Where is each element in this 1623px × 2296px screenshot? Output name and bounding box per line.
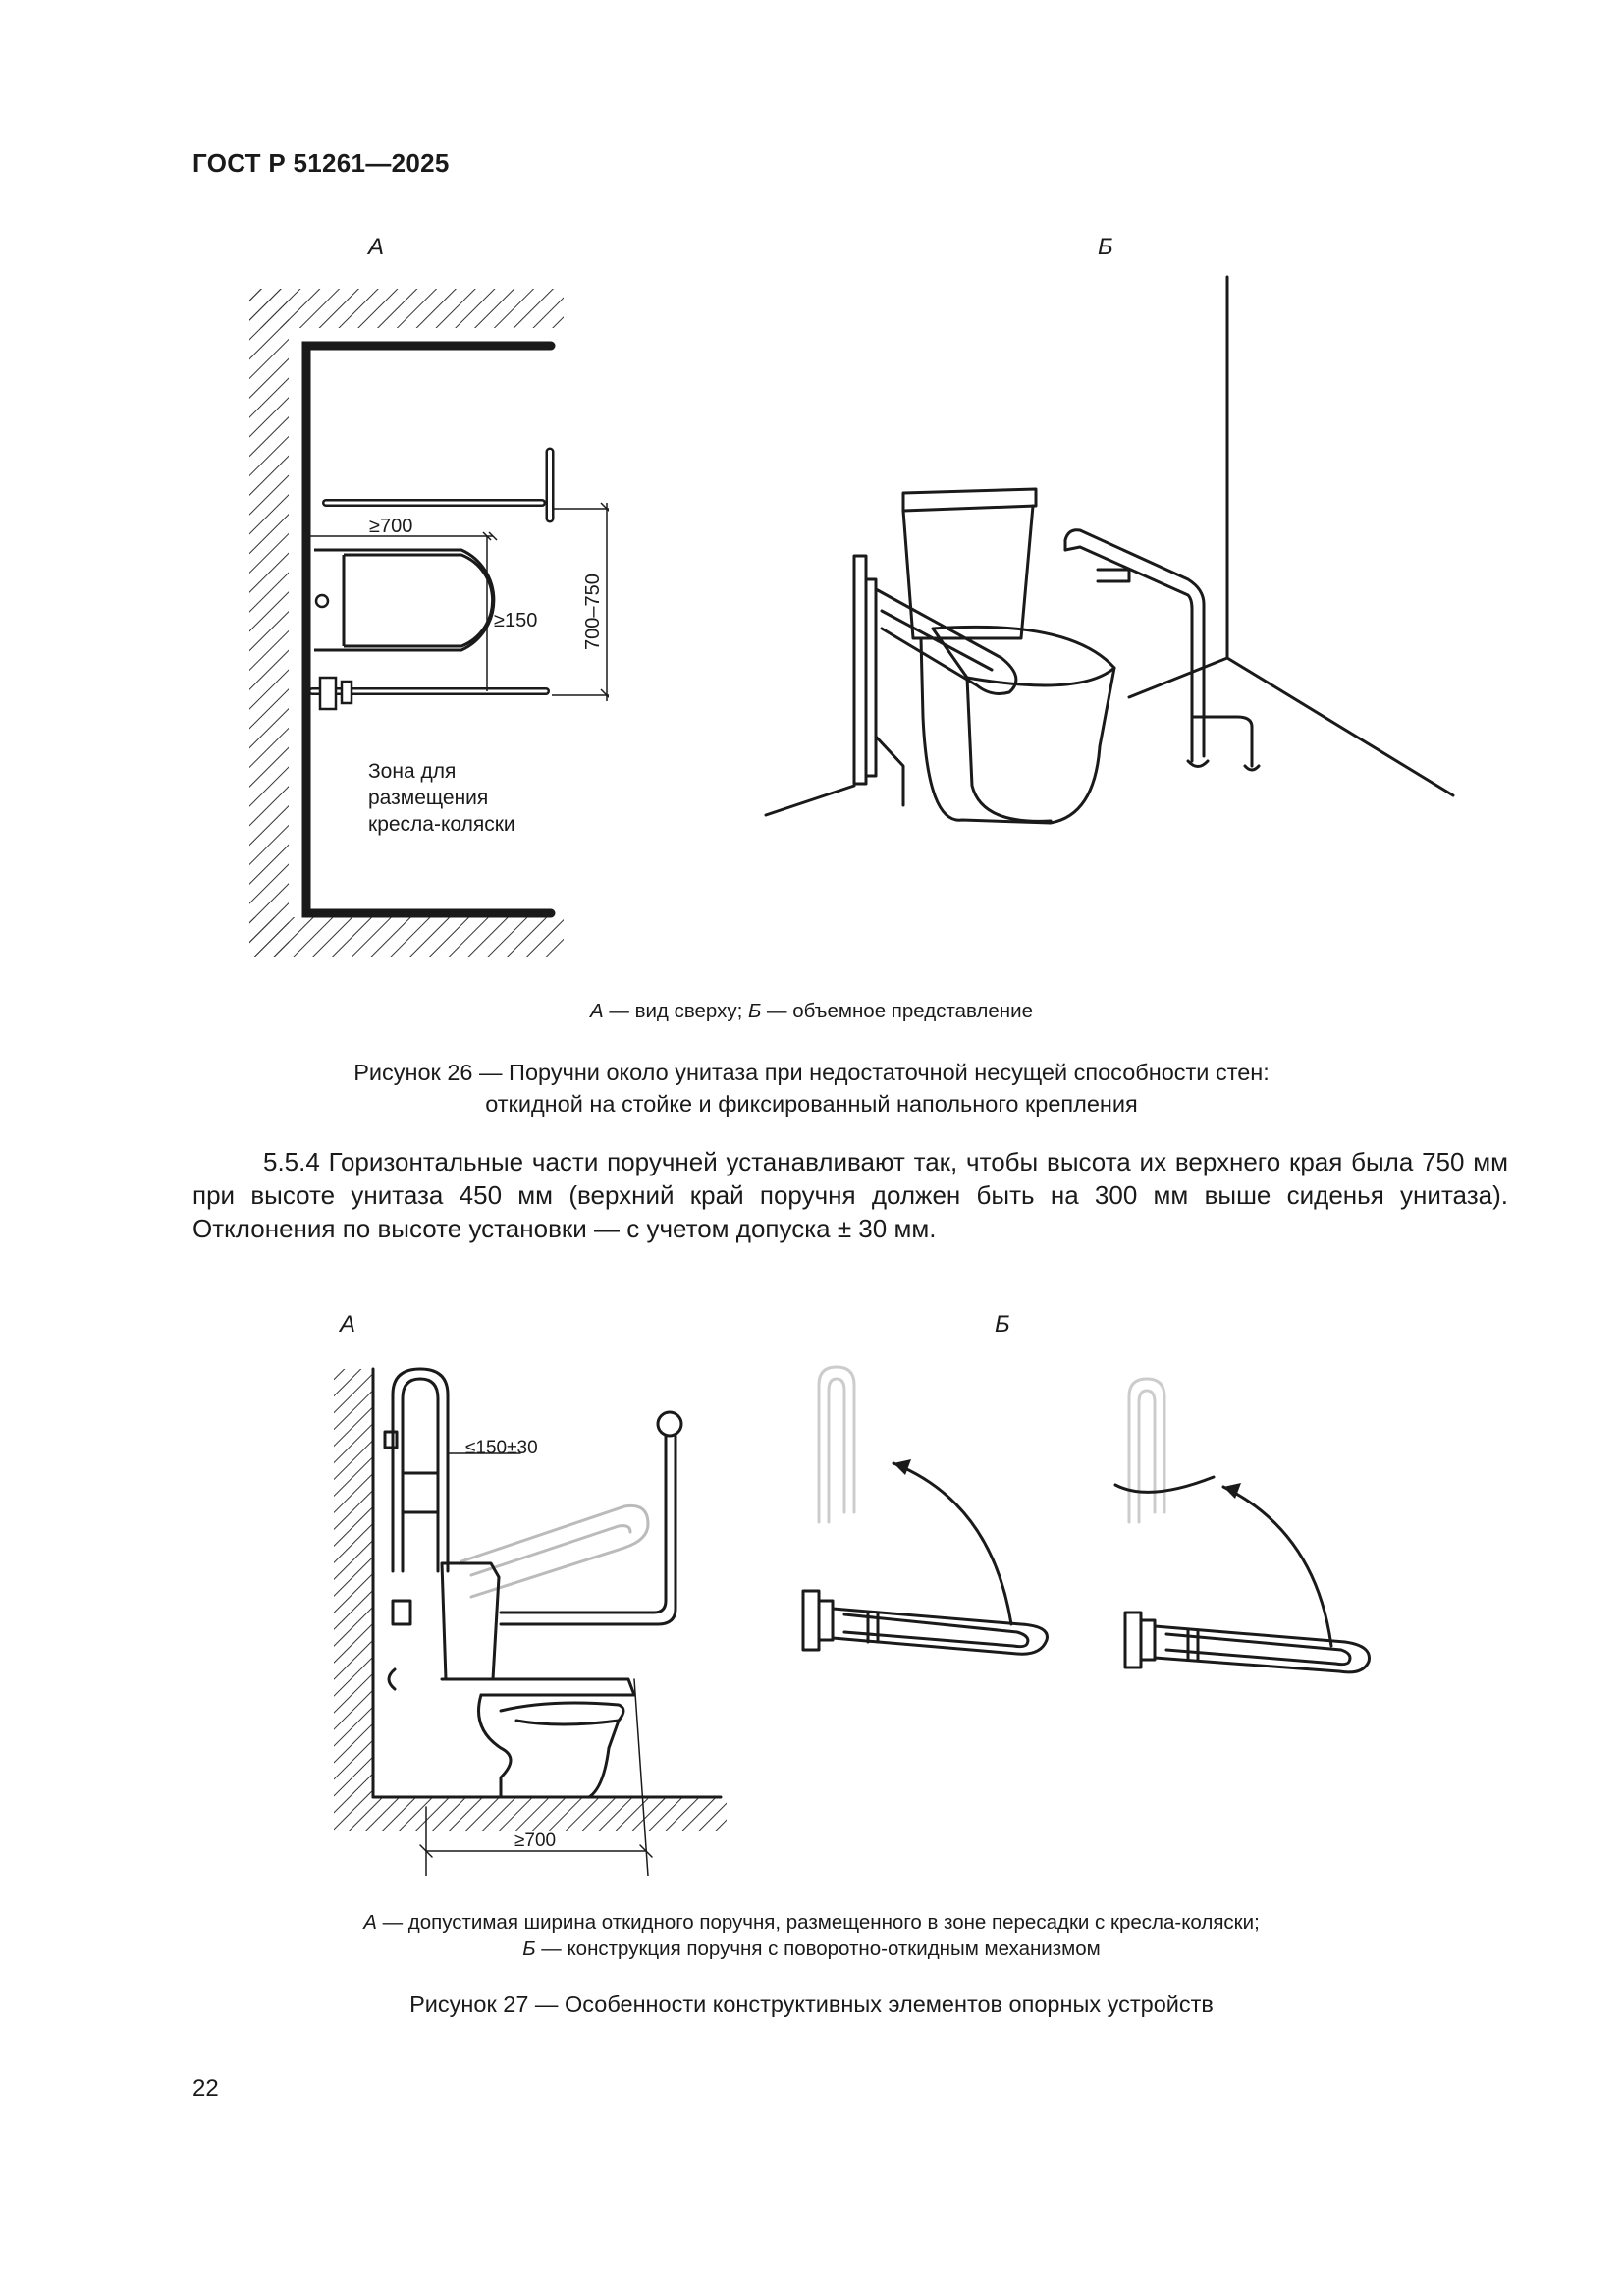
figure27-caption: Рисунок 27 — Особенности конструктивных элементов опорных устройств [409, 1992, 1214, 2017]
paragraph-5-5-4 [192, 1145, 1508, 1245]
dim-700-label-27: ≥700 [514, 1831, 557, 1851]
figure26-legend [0, 1000, 1623, 1023]
dim-150-label: ≥150 [494, 610, 538, 631]
figure26-label-a: А [368, 234, 385, 260]
zone-line-2: размещения [368, 787, 489, 809]
figure26-label-b: Б [1098, 234, 1113, 260]
figure27-rotating-mechanism [785, 1355, 1394, 1699]
figure26-perspective-view [756, 265, 1463, 854]
figure26-legend-a-text: — вид сверху; [603, 1000, 748, 1022]
figure27-legend-line-b [0, 1936, 1623, 1962]
paragraph-text: 5.5.4 Горизонтальные части поручней устанавливают так, чтобы высота их верхнего края была 750 мм при высоте унитаза 450 мм (верхний край поручня должен быть на 300 мм выше сиденья унитаза). Отклонения по высоте установки — с учетом допуска ± 30 мм. [192, 1147, 1508, 1243]
zone-line-3: кресла-коляски [368, 813, 515, 836]
dim-150-30-label: ≤150±30 [465, 1438, 538, 1458]
figure27-legend-a-text: — допустимая ширина откидного поручня, размещенного в зоне пересадки с кресла-коляски; [376, 1911, 1260, 1934]
figure26-legend-b-text: — объемное представление [761, 1000, 1033, 1022]
dim-700-750-label: 700–750 [582, 574, 604, 650]
figure27-label-a: А [340, 1311, 356, 1338]
figure27-legend-a-key: А [363, 1911, 377, 1934]
figure26-legend-b-key: Б [747, 1000, 762, 1022]
figure26-caption-line-1: Рисунок 26 — Поручни около унитаза при недостаточной несущей способности стен: [353, 1060, 1270, 1085]
document-header: ГОСТ Р 51261—2025 [192, 148, 450, 178]
figure27-legend-b-text: — конструкция поручня с поворотно-откидным механизмом [535, 1938, 1101, 1960]
figure27-label-b: Б [995, 1311, 1010, 1338]
figure26-legend-a-key: А [590, 1000, 604, 1022]
figure27-side-view [324, 1355, 736, 1876]
figure26-caption-line-2: откидной на стойке и фиксированный напольного крепления [485, 1091, 1138, 1117]
figure27-legend-line-a [0, 1909, 1623, 1936]
zone-line-1: Зона для [368, 760, 457, 783]
figure27-legend [0, 1909, 1623, 1962]
dim-700-label: ≥700 [369, 516, 413, 537]
page-number: 22 [192, 2075, 219, 2102]
figure26-caption [0, 1057, 1623, 1120]
figure27-legend-b-key: Б [522, 1938, 536, 1960]
figure26-top-view [236, 275, 609, 972]
